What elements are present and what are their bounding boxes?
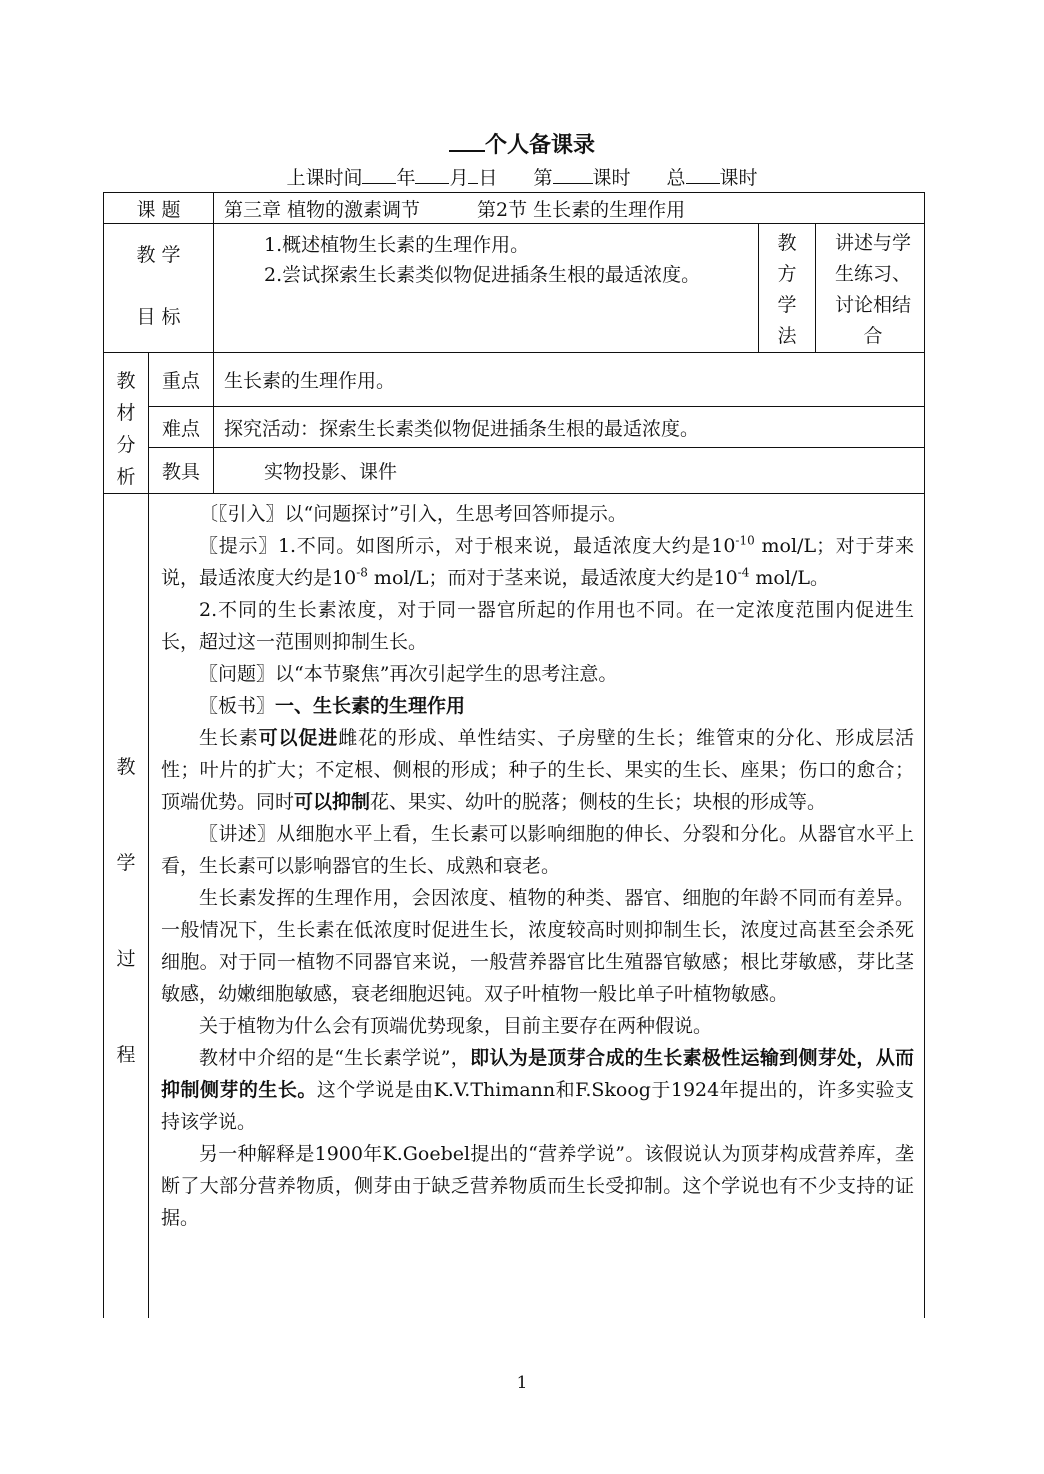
page-title	[0, 128, 1044, 159]
goal-label-line2: 目 标	[136, 306, 181, 328]
month-label: 月	[449, 167, 469, 189]
process-row	[104, 494, 925, 1319]
paragraph-question: 〖问题〗以“本节聚焦”再次引起学生的思考注意。	[199, 663, 618, 685]
title-blank	[449, 130, 485, 152]
topic-value: 第三章 植物的激素调节 第2节 生长素的生理作用	[214, 193, 925, 224]
tools-row	[104, 448, 925, 494]
paragraph-hint: 〖提示〗1.不同。如图所示，对于根来说，最适浓度大约是$10^{-10}$ mol/L；对于芽来说，最适浓度大约是$10^{-8}$ mol/L；而对于茎来说，最适浓度大约是$10^{-4}$ mol/L。	[161, 533, 915, 589]
difficulty-value: 探究活动：探索生长素类似物促进插条生根的最适浓度。	[214, 406, 925, 448]
difficulty-row	[104, 406, 925, 448]
key-value: 生长素的生理作用。	[214, 353, 925, 407]
paragraph-board: 〖板书〗一、生长素的生理作用	[199, 695, 466, 717]
goal-item: 2.尝试探索生长素类似物促进插条生根的最适浓度。	[264, 264, 701, 286]
paragraph-lecture: 〖讲述〗从细胞水平上看，生长素可以影响细胞的伸长、分裂和分化。从器官水平上看，生长素可以影响器官的生长、成熟和衰老。	[161, 823, 915, 877]
title-text: 个人备课录	[484, 133, 595, 158]
goal-label	[104, 224, 214, 353]
tools-label: 教具	[149, 448, 214, 494]
time-label: 上课时间	[286, 167, 363, 189]
difficulty-label: 难点	[149, 406, 214, 448]
day-label: 日	[478, 167, 498, 189]
topic-label: 课 题	[104, 193, 214, 224]
page-number: 1	[516, 1373, 528, 1393]
paragraph-hypotheses: 关于植物为什么会有顶端优势现象，目前主要存在两种假说。	[199, 1015, 713, 1037]
total-blank	[686, 166, 720, 184]
key-label: 重点	[149, 353, 214, 407]
goal-content	[214, 224, 759, 353]
tools-value: 实物投影、课件	[214, 448, 925, 494]
goal-item: 1.概述植物生长素的生理作用。	[264, 234, 530, 256]
total-label: 总	[666, 167, 686, 189]
process-content	[149, 494, 925, 1319]
day-blank	[468, 166, 478, 184]
paragraph-auxin-theory: 教材中介绍的是“生长素学说”，即认为是顶芽合成的生长素极性运输到侧芽处，从而抑制侧芽的生长。这个学说是由K.V.Thimann和F.Skoog于1924年提出的，许多实验支持该学说。	[161, 1047, 915, 1133]
method-label: 教 方 学 法	[759, 224, 816, 353]
class-time-line	[0, 163, 1044, 190]
goal-label-line1: 教 学	[136, 244, 181, 266]
paragraph-hint-2: 2.不同的生长素浓度，对于同一器官所起的作用也不同。在一定浓度范围内促进生长，超过这一范围则抑制生长。	[161, 599, 915, 653]
analysis-label: 教 材 分 析	[104, 353, 149, 494]
method-value: 讲述与学生练习、讨论相结合	[816, 224, 925, 353]
month-blank	[415, 166, 449, 184]
topic-row	[104, 193, 925, 224]
key-point-row	[104, 353, 925, 407]
goal-row	[104, 224, 925, 353]
lesson-unit-label: 课时	[592, 167, 631, 189]
process-label: 教 学 过 程	[104, 494, 149, 1319]
total-unit-label: 课时	[719, 167, 758, 189]
year-label: 年	[396, 167, 416, 189]
paragraph-effects: 生长素发挥的生理作用，会因浓度、植物的种类、器官、细胞的年龄不同而有差异。一般情况下，生长素在低浓度时促进生长，浓度较高时则抑制生长，浓度过高甚至会杀死细胞。对于同一植物不同器官来说，一般营养器官比生殖器官敏感；根比芽敏感，芽比茎敏感，幼嫩细胞敏感，衰老细胞迟钝。双子叶植物一般比单子叶植物敏感。	[161, 887, 915, 1005]
lesson-no-label: 第	[533, 167, 553, 189]
paragraph-intro: 〔〖引入〗以“问题探讨”引入，生思考回答师提示。	[199, 503, 627, 525]
paragraph-functions: 生长素可以促进雌花的形成、单性结实、子房壁的生长；维管束的分化、形成层活性；叶片的扩大；不定根、侧根的形成；种子的生长、果实的生长、座果；伤口的愈合；顶端优势。同时可以抑制花、果实、幼叶的脱落；侧枝的生长；块根的形成等。	[161, 727, 915, 813]
lesson-plan-table	[103, 192, 925, 1318]
lesson-no-blank	[553, 166, 593, 184]
year-blank	[362, 166, 396, 184]
paragraph-nutrition-theory: 另一种解释是1900年K.Goebel提出的“营养学说”。该假说认为顶芽构成营养库，垄断了大部分营养物质，侧芽由于缺乏营养物质而生长受抑制。这个学说也有不少支持的证据。	[161, 1143, 915, 1229]
